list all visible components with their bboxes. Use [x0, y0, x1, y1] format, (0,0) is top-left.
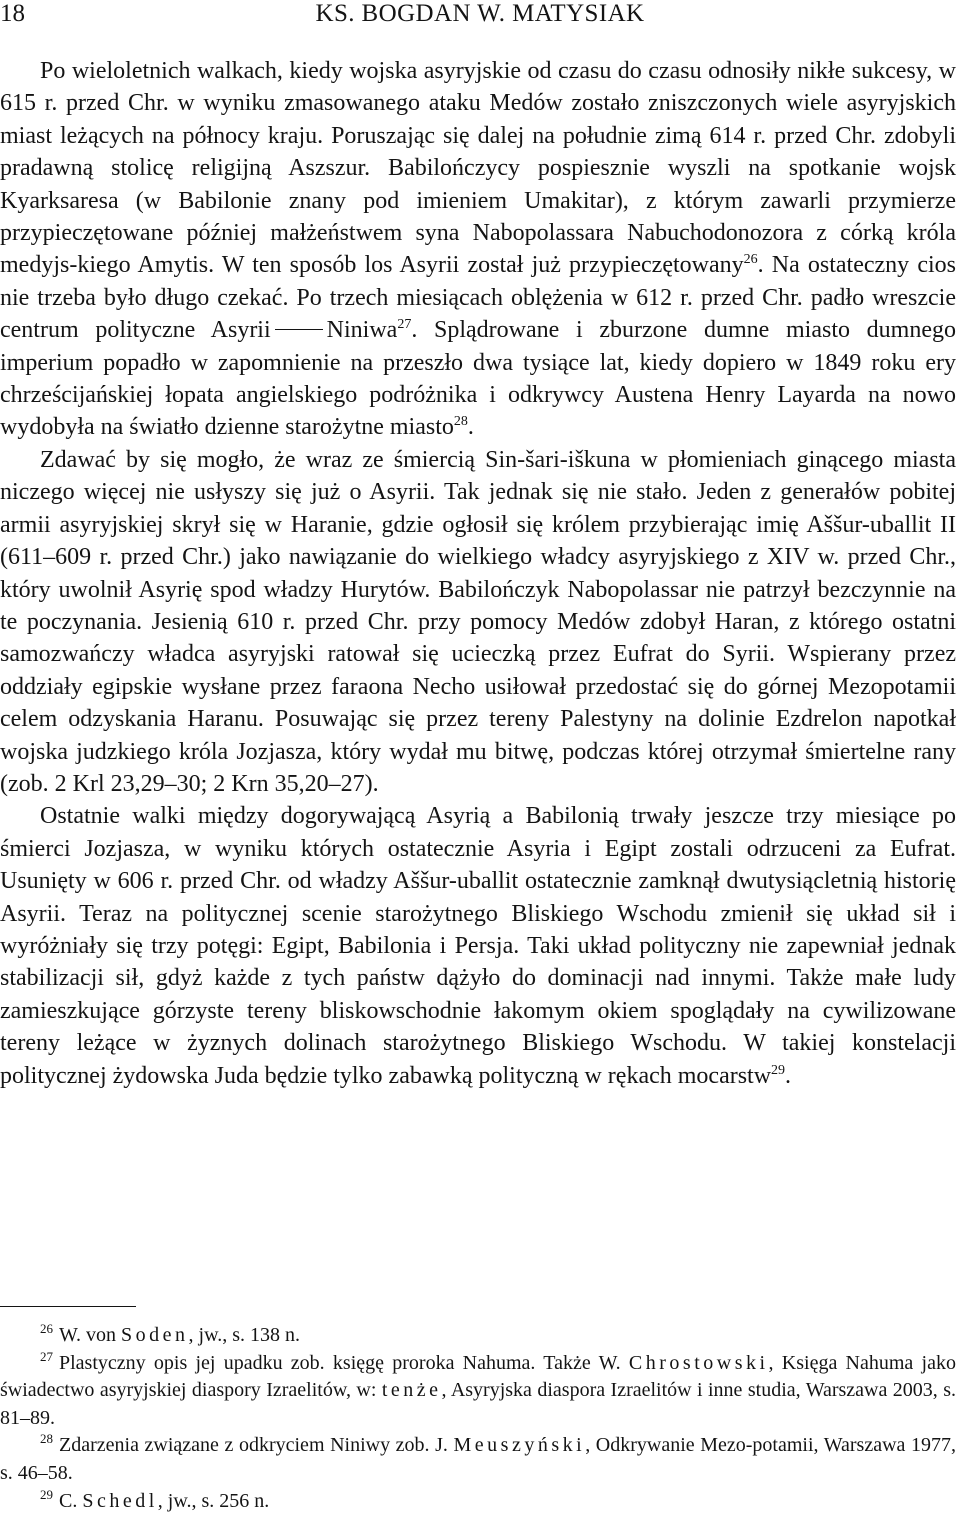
footnote-separator — [0, 1306, 136, 1307]
page-number: 18 — [0, 0, 25, 27]
running-head: KS. BOGDAN W. MATYSIAK — [315, 0, 645, 27]
paragraph: Zdawać by się mogło, że wraz ze śmiercią Sin-šari-iškuna w płomieniach ginącego miasta niczego więcej nie usłyszy się już o Asyrii. Tak jednak się nie stało. Jeden z generałów pobitej armii asyryjskiej skrył się w Haranie, gdzie ogłosił się królem przybierając imię Aššur-uballit II (611–609 r. przed Chr.) jako nawiązanie do wielkiego władcy asyryjskiego z XIV w. przed Chr., który uwolnił Asyrię spod władzy Hurytów. Babilończyk Nabopolassar nie patrzył bezczynnie na te poczynania. Jesienią 610 r. przed Chr. przy pomocy Medów zdobył Haran, z którego ostatni samozwańczy władca asyryjski ratował się ucieczką przez Eufrat do Syrii. Wspierany przez oddziały egipskie wysłane przez faraona Necho usiłował przedostać się do górnej Mezopotamii celem odzyskania Haranu. Posuwając się przez tereny Palestyny na dolinie Ezdrelon napotkał wojska judzkiego króla Jozjasza, który wydał mu bitwę, podczas której otrzymał śmiertelne rany (zob. 2 Krl 23,29–30; 2 Krn 35,20–27). — [0, 446, 956, 797]
paragraph-text: . — [785, 1062, 792, 1089]
footnote-text: , Odkrywanie Mezo-potamii, Warszawa 1977, s. 46–58. — [0, 1434, 957, 1484]
paragraph — [0, 55, 956, 444]
footnote-text: , Asyryjska diaspora Izraelitów i inne studia, Warszawa 2003, s. 81–89. — [0, 1379, 956, 1429]
author-name: Schedl — [82, 1489, 158, 1512]
footnote-text: , jw., s. 256 n. — [157, 1489, 270, 1512]
author-name: tenże — [381, 1379, 442, 1402]
paragraph-text: . Na ostateczny cios nie trzeba było długo czekać. Po trzech miesiącach oblężenia w 612 r. przed Chr. padło wreszcie centrum polityczne Asyrii — [0, 252, 956, 344]
paragraph-text: . — [467, 414, 474, 441]
paragraph-text: Po wieloletnich walkach, kiedy wojska asyryjskie od czasu do czasu odnosiły nikłe sukcesy, w 615 r. przed Chr. w wyniku zmasowanego ataku Medów zostało zniszczonych wiele asyryjskich miast leżących na północy kraju. Poruszając się dalej na południe zimą 614 r. przed Chr. zdobyli pradawną stolicę religijną Aszszur. Babilończycy pospiesznie wyszli na spotkanie wojsk Kyarksaresa (w Babilonie znany pod imieniem Umakitar), z którym zawarli przymierze przypieczętowane później małżeństwem syna Nabopolassara Nabuchodonozora z córką króla medyjs-kiego Amytis. W ten sposób los Asyrii został już przypieczętowany — [0, 58, 956, 279]
paragraph-text: Ostatnie walki między dogorywającą Asyrią a Babilonią trwały jeszcze trzy miesiące po śmierci Jozjasza, w wyniku których ostatecznie Asyria i Egipt zostali odrzuceni za Eufrat. Usunięty w 606 r. przed Chr. od władzy Aššur-uballit ostatecznie zamknął dwutysiącletnią historię Asyrii. Teraz na politycznej scenie starożytnego Bliskiego Wschodu zmienił się układ sił i wyróżniały się trzy potęgi: Egipt, Babilonia i Persja. Taki układ polityczny nie zapewniał jednak stabilizacji sił, gdyż każde z tych państw dążyło do dominacji nad innymi. Także małe ludy zamieszkujące górzyste tereny bliskowschodnie łakomym okiem spoglądały na cywilizowane tereny leżące w żyznych dolinach starożytnego Bliskiego Wschodu. W takiej konstelacji politycznej żydowska Juda będzie tylko zabawką polityczną w rękach mocarstw — [0, 803, 956, 1089]
footnote-ref: 26 — [743, 252, 758, 268]
footnote-number: 26 — [40, 1321, 53, 1336]
author-name: Chrostowski — [628, 1351, 769, 1374]
footnote-text: C. — [59, 1489, 83, 1512]
footnote — [0, 1488, 956, 1515]
author-name: Meuszyński — [453, 1434, 586, 1457]
footnote-text: Plastyczny opis jej upadku zob. księgę proroka Nahuma. Także W. — [59, 1351, 629, 1374]
body-text — [0, 55, 956, 1092]
footnote-text: Zdarzenia związane z odkryciem Niniwy zob. J. — [59, 1434, 454, 1457]
footnote — [0, 1322, 956, 1350]
author-name: Soden — [121, 1324, 189, 1346]
footnote-number: 27 — [40, 1348, 53, 1364]
footnote-number: 29 — [40, 1486, 53, 1502]
footnote-text: W. von — [59, 1324, 122, 1346]
paragraph-text: . Splądrowane i zburzone dumne miasto dumnego imperium popadło w zapomnienie na przeszło dwa tysiące lat, kiedy dopiero w 1849 roku ery chrześcijańskiej łopata angielskiego podróżnika i odkrywcy Austena Henry Layarda na nowo wydobyła na światło dzienne starożytne miasto — [0, 317, 956, 441]
footnote-number: 28 — [40, 1431, 53, 1447]
em-dash-rule — [275, 329, 323, 330]
footnote — [0, 1432, 956, 1487]
footnote-text: , jw., s. 138 n. — [188, 1324, 301, 1346]
paragraph — [0, 800, 956, 1092]
page-header — [0, 0, 960, 30]
footnote-ref: 27 — [397, 317, 412, 333]
footnote-text: , Księga Nahuma jako świadectwo asyryjskiej diaspory Izraelitów, w: — [0, 1351, 956, 1402]
paragraph-text: Niniwa — [326, 317, 398, 344]
footnote-ref: 29 — [771, 1062, 786, 1078]
footnote — [0, 1350, 956, 1433]
footnote-ref: 28 — [453, 414, 468, 430]
footnotes — [0, 1322, 956, 1515]
